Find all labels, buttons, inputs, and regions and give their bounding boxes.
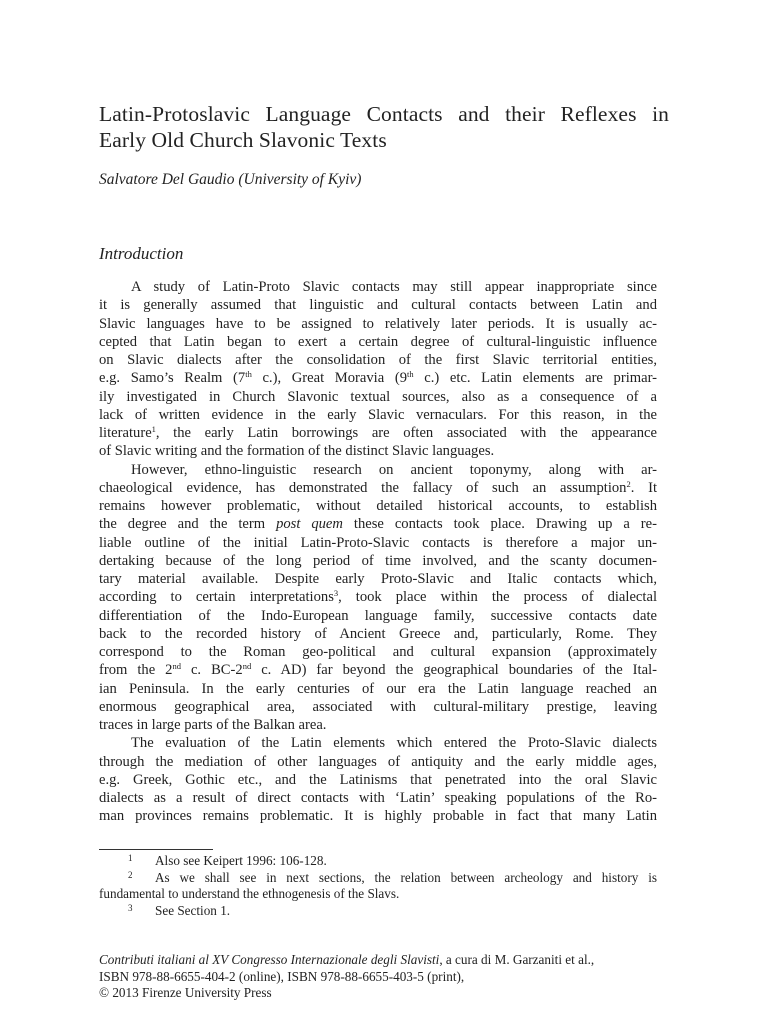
text-line: Slavic languages have to be assigned to relatively later periods. It is usually ac- xyxy=(99,315,657,332)
text-segment: c.), Great Moravia (9 xyxy=(251,370,407,387)
footnote-text: As we shall see in next sections, the relation between archeology and history is xyxy=(155,869,657,885)
text-segment: c.) etc. Latin elements are primar- xyxy=(413,370,658,387)
title-line: Latin-Protoslavic Language Contacts and their Reflexes in xyxy=(99,102,669,126)
footnote-text: Also see Keipert 1996: 106-128. xyxy=(155,853,327,868)
text-segment: these contacts took place. Drawing up a re- xyxy=(342,516,657,533)
text-line: remains however problematic, without detailed historical accounts, to establish xyxy=(99,498,657,514)
text-segment: , the early Latin borrowings are often associated with the appearance xyxy=(155,425,657,441)
text-line xyxy=(99,661,657,679)
text-line xyxy=(99,424,657,442)
text-line: differentiation of the Indo-European language family, successive contacts date xyxy=(99,607,657,624)
text-line: The evaluation of the Latin elements which entered the Proto-Slavic dialects xyxy=(131,735,657,752)
citation-line xyxy=(99,952,669,969)
paper-title xyxy=(99,101,669,153)
text-segment: from the 2 xyxy=(99,662,173,679)
footnote-1: 1 Also see Keipert 1996: 106-128. xyxy=(128,853,327,868)
footnote-3: 3 See Section 1. xyxy=(128,902,231,918)
series-title: Contributi italiani al XV Congresso Internazionale degli Slavisti xyxy=(99,952,440,967)
text-line xyxy=(99,369,657,387)
ordinal-superscript: th xyxy=(407,369,414,380)
text-line: cepted that Latin began to exert a certain degree of cultural-linguistic influence xyxy=(99,333,657,350)
text-segment: c. BC-2 xyxy=(180,662,243,679)
ordinal-superscript: nd xyxy=(172,661,181,672)
text-line: ian Peninsula. In the early centuries of our era the Latin language reached an xyxy=(99,680,657,697)
footnote-text: See Section 1. xyxy=(155,902,231,918)
text-line: dialects as a result of direct contacts with ‘Latin’ speaking populations of the Ro- xyxy=(99,790,657,806)
text-line: A study of Latin-Proto Slavic contacts may still appear inappropriate since xyxy=(131,279,657,295)
text-line: man provinces remains problematic. It is highly probable in fact that many Latin xyxy=(99,808,657,825)
text-line: lack of written evidence in the early Slavic vernaculars. For this reason, in the xyxy=(99,406,657,423)
text-line: traces in large parts of the Balkan area. xyxy=(99,717,327,733)
ordinal-superscript: th xyxy=(245,369,252,380)
text-segment: . It xyxy=(630,479,657,496)
text-line xyxy=(99,479,657,497)
text-segment: the degree and the term xyxy=(99,516,277,533)
title-line: Early Old Church Slavonic Texts xyxy=(99,128,387,152)
text-line xyxy=(99,515,657,533)
text-segment: according to certain interpretations xyxy=(99,589,334,606)
text-segment: literature xyxy=(99,425,152,441)
ordinal-superscript: nd xyxy=(242,661,252,672)
footnote-ref[interactable]: 2 xyxy=(626,478,631,489)
text-line: correspond to the Roman geo-political and cultural expansion (approximately xyxy=(99,644,657,660)
text-line: tary material available. Despite early Proto-Slavic and Italic contacts which, xyxy=(99,571,657,587)
text-line: e.g. Greek, Gothic etc., and the Latinisms that penetrated into the oral Slavic xyxy=(99,771,657,788)
footnote-2: 2 As we shall see in next sections, the relation between archeology and history is xyxy=(128,869,657,885)
publication-info xyxy=(99,952,669,1002)
footnote-ref[interactable]: 1 xyxy=(151,424,156,434)
footnote-ref[interactable]: 3 xyxy=(333,588,339,599)
text-line: ily investigated in Church Slavonic textual sources, also as a consequence of a xyxy=(99,388,657,405)
footnote-divider xyxy=(99,849,213,850)
text-line: through the mediation of other languages of antiquity and the early middle ages, xyxy=(99,753,657,770)
copyright-line: © 2013 Firenze University Press xyxy=(99,985,272,1000)
text-line: of Slavic writing and the formation of the distinct Slavic languages. xyxy=(99,443,495,460)
text-line: back to the recorded history of Ancient Greece and, particularly, Rome. They xyxy=(99,625,657,642)
text-line: liable outline of the initial Latin-Proto-Slavic contacts is therefore a major un- xyxy=(99,534,657,551)
text-line: on Slavic dialects after the consolidation of the first Slavic territorial entities, xyxy=(99,352,657,368)
editor-credit: , a cura di M. Garzaniti et al., xyxy=(439,952,595,967)
text-segment: e.g. Samo’s Realm (7 xyxy=(99,370,246,387)
isbn-line: ISBN 978-88-6655-404-2 (online), ISBN 978-88-6655-403-5 (print), xyxy=(99,968,465,984)
text-line: it is generally assumed that linguistic and cultural contacts between Latin and xyxy=(99,297,657,314)
italic-term: post quem xyxy=(276,516,343,533)
text-line: However, ethno-linguistic research on ancient toponymy, along with ar- xyxy=(131,461,657,478)
text-line: dertaking because of the long period of time involved, and the scanty documen- xyxy=(99,552,657,569)
body-text xyxy=(99,278,657,826)
text-segment: chaeological evidence, has demonstrated the fallacy of such an assumption xyxy=(99,479,627,496)
author-affiliation: Salvatore Del Gaudio (University of Kyiv) xyxy=(99,171,362,188)
footnotes xyxy=(99,853,657,919)
text-segment: c. AD) far beyond the geographical boundaries of the Ital- xyxy=(251,662,657,679)
text-segment: , took place within the process of dialectal xyxy=(338,589,657,606)
text-line xyxy=(99,588,657,606)
text-line: enormous geographical area, associated with cultural-military prestige, leaving xyxy=(99,698,657,715)
section-heading: Introduction xyxy=(99,244,184,263)
footnote-2-continued: fundamental to understand the ethnogenesis of the Slavs. xyxy=(99,886,400,901)
